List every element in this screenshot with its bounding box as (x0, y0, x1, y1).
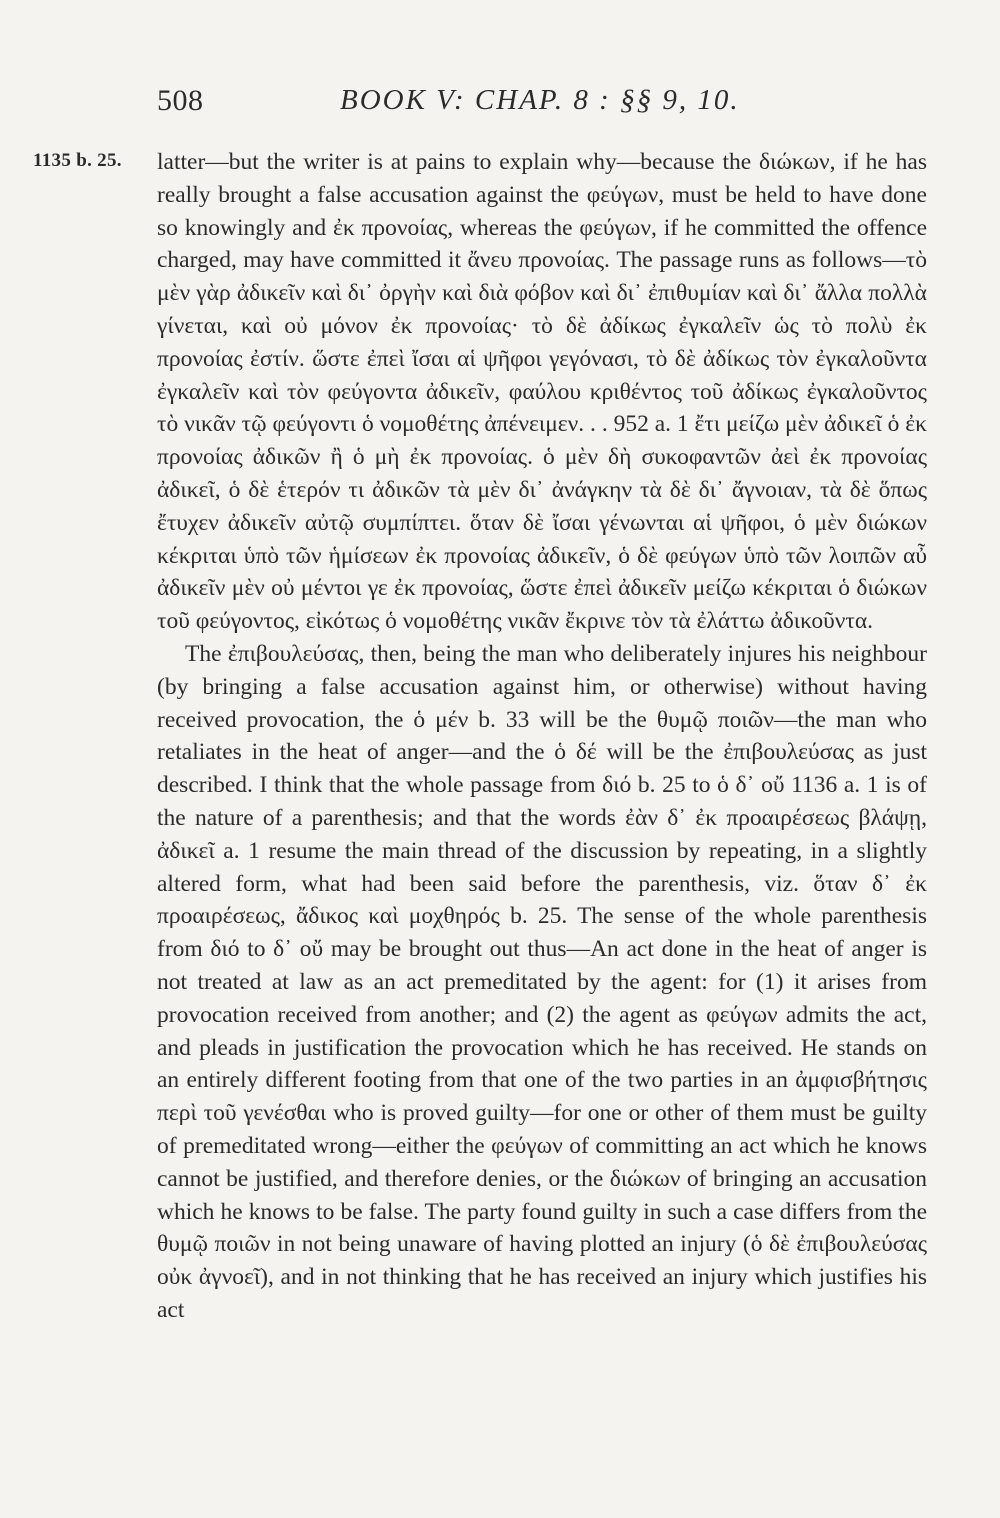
running-head: BOOK V: CHAP. 8 : §§ 9, 10. (340, 84, 740, 116)
margin-reference: 1135 b. 25. (33, 150, 122, 171)
body-text (157, 146, 927, 1327)
page-number: 508 (157, 84, 204, 117)
paragraph-2: The ἐπιβουλεύσας, then, being the man who deliberately injures his neighbour (by bringing a false accusation against him, or otherwise) without having received provocation, the ὁ μέν b. 33 will be the θυμῷ ποιῶν—the man who retaliates in the heat of anger—and the ὁ δέ will be the ἐπιβουλεύσας as just described. I think that the whole passage from διό b. 25 to ὁ δ᾽ οὔ 1136 a. 1 is of the nature of a parenthesis; and that the words ἐὰν δ᾽ ἐκ προαιρέσεως βλάψῃ, ἀδικεῖ a. 1 resume the main thread of the discussion by repeating, in a slightly altered form, what had been said before the parenthesis, viz. ὅταν δ᾽ ἐκ προαιρέσεως, ἄδικος καὶ μοχθηρός b. 25. The sense of the whole parenthesis from διό to δ᾽ οὔ may be brought out thus—An act done in the heat of anger is not treated at law as an act premeditated by the agent: for (1) it arises from provocation received from another; and (2) the agent as φεύγων admits the act, and pleads in justification the provocation which he has received. He stands on an entirely different footing from that one of the two parties in an ἀμφισβήτησις περὶ τοῦ γενέσθαι who is proved guilty—for one or other of them must be guilty of premeditated wrong—either the φεύγων of committing an act which he knows cannot be justified, and therefore denies, or the διώκων of bringing an accusation which he knows to be false. The party found guilty in such a case differs from the θυμῷ ποιῶν in not being unaware of having plotted an injury (ὁ δὲ ἐπιβουλεύσας οὐκ ἀγνοεῖ), and in not thinking that he has received an injury which justifies his act (157, 640, 927, 1323)
page-header (157, 84, 927, 124)
paragraph-1: latter—but the writer is at pains to explain why—because the διώκων, if he has really brought a false accusation against the φεύγων, must be held to have done so knowingly and ἐκ προνοίας, whereas the φεύγων, if he committed the offence charged, may have committed it ἄνευ προνοίας. The passage runs as follows—τὸ μὲν γὰρ ἀδικεῖν καὶ δι᾽ ὀργὴν καὶ διὰ φόβον καὶ δι᾽ ἐπιθυμίαν καὶ δι᾽ ἄλλα πολλὰ γίνεται, καὶ οὐ μόνον ἐκ προνοίας· τὸ δὲ ἀδίκως ἐγκαλεῖν ὡς τὸ πολὺ ἐκ προνοίας ἐστίν. ὥστε ἐπεὶ ἴσαι αἱ ψῆφοι γεγόνασι, τὸ δὲ ἀδίκως τὸν ἐγκαλοῦντα ἐγκαλεῖν καὶ τὸν φεύγοντα ἀδικεῖν, φαύλου κριθέντος τοῦ ἀδίκως ἐγκαλοῦντος τὸ νικᾶν τῷ φεύγοντι ὁ νομοθέτης ἀπένειμεν. . . 952 a. 1 ἔτι μείζω μὲν ἀδικεῖ ὁ ἐκ προνοίας ἀδικῶν ἢ ὁ μὴ ἐκ προνοίας. ὁ μὲν δὴ συκοφαντῶν ἀεὶ ἐκ προνοίας ἀδικεῖ, ὁ δὲ ἑτερόν τι ἀδικῶν τὰ μὲν δι᾽ ἀνάγκην τὰ δὲ δι᾽ ἄγνοιαν, τὰ δὲ ὅπως ἔτυχεν ἀδικεῖν αὐτῷ συμπίπτει. ὅταν δὲ ἴσαι γένωνται αἱ ψῆφοι, ὁ μὲν διώκων κέκριται ὑπὸ τῶν ἡμίσεων ἐκ προνοίας ἀδικεῖν, ὁ δὲ φεύγων ὑπὸ τῶν λοιπῶν αὖ ἀδικεῖν μὲν οὐ μέντοι γε ἐκ προνοίας, ὥστε ἐπεὶ ἀδικεῖν μείζω κέκριται ὁ διώκων τοῦ φεύγοντος, εἰκότως ὁ νομοθέτης νικᾶν ἔκρινε τὸν τὰ ἐλάττω ἀδικοῦντα. (157, 149, 927, 635)
